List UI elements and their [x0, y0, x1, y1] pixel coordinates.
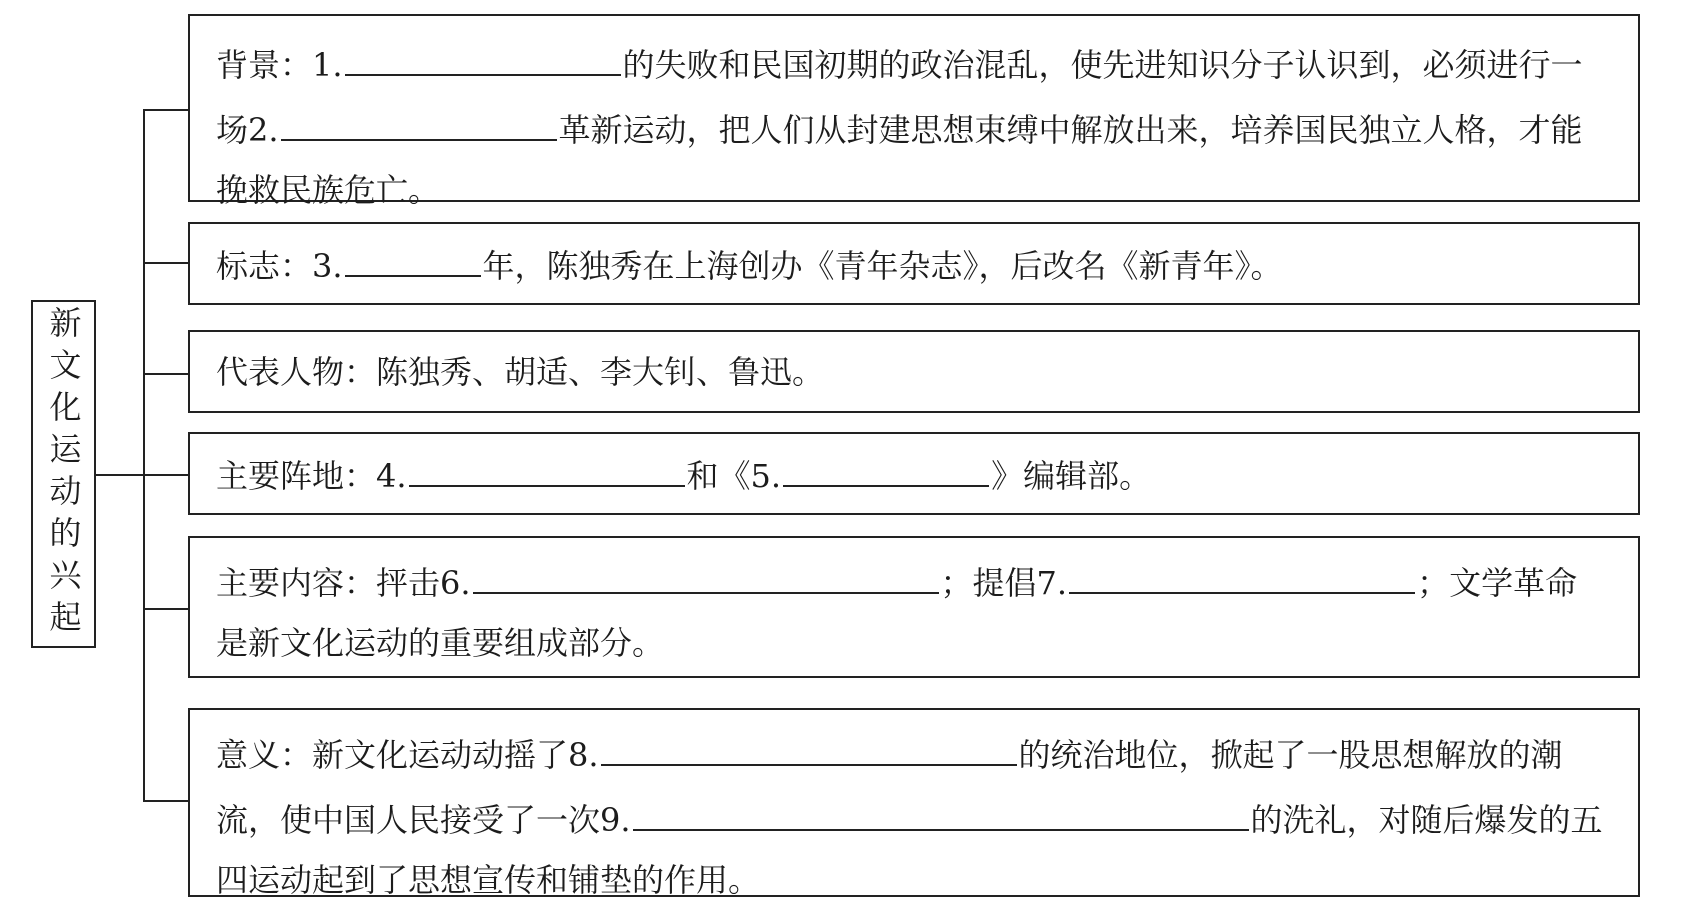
blank-8: [601, 720, 1017, 766]
trunk-line: [143, 109, 145, 802]
branch-line-2: [143, 262, 188, 264]
root-connector: [96, 474, 145, 476]
blank-6: [473, 548, 939, 594]
main-content-text-2: ；提倡7.: [940, 564, 1068, 602]
blank-1: [345, 30, 621, 76]
significance-text-2: 的统治地位，掀起了一股思想解放的潮流，使中国人民接受了一次9.: [216, 736, 1563, 839]
main-base-box: [188, 432, 1640, 515]
blank-9: [633, 785, 1249, 831]
blank-2: [281, 95, 557, 141]
blank-7: [1069, 548, 1415, 594]
main-content-box: [188, 536, 1640, 678]
symbol-text-2: 年，陈独秀在上海创办《青年杂志》，后改名《新青年》。: [482, 247, 1283, 285]
main-base-text-1: 主要阵地：4.: [216, 457, 407, 495]
symbol-box: [188, 222, 1640, 305]
blank-4: [409, 441, 685, 487]
significance-text-1: 意义：新文化运动动摇了8.: [216, 736, 599, 774]
significance-text-3: 的洗礼，对随后爆发的五四运动起到了思想宣传和铺垫的作用。: [216, 801, 1603, 899]
root-label: 新文化运动的兴起: [44, 306, 83, 642]
branch-line-1: [143, 109, 188, 111]
main-content-text-1: 主要内容：抨击6.: [216, 564, 471, 602]
significance-box: [188, 708, 1640, 897]
blank-3: [345, 231, 481, 277]
root-node: [31, 300, 96, 648]
representatives-text: 代表人物：陈独秀、胡适、李大钊、鲁迅。: [216, 352, 825, 391]
main-base-text-2: 和《5.: [686, 457, 782, 495]
background-text-3: 革新运动，把人们从封建思想束缚中解放出来，培养国民独立人格，才能挽救民族危亡。: [216, 111, 1583, 209]
background-text-1: 背景：1.: [216, 46, 343, 84]
main-content-text-3: ；文学革命是新文化运动的重要组成部分。: [216, 564, 1578, 662]
branch-line-3: [143, 373, 188, 375]
branch-line-6: [143, 800, 188, 802]
branch-line-4: [143, 474, 188, 476]
representatives-box: [188, 330, 1640, 413]
symbol-text-1: 标志：3.: [216, 247, 343, 285]
background-text-2: 的失败和民国初期的政治混乱，使先进知识分子认识到，必须进行一场2.: [216, 46, 1583, 149]
blank-5: [783, 441, 989, 487]
branch-line-5: [143, 608, 188, 610]
background-box: [188, 14, 1640, 209]
main-base-text-3: 》编辑部。: [991, 457, 1152, 495]
